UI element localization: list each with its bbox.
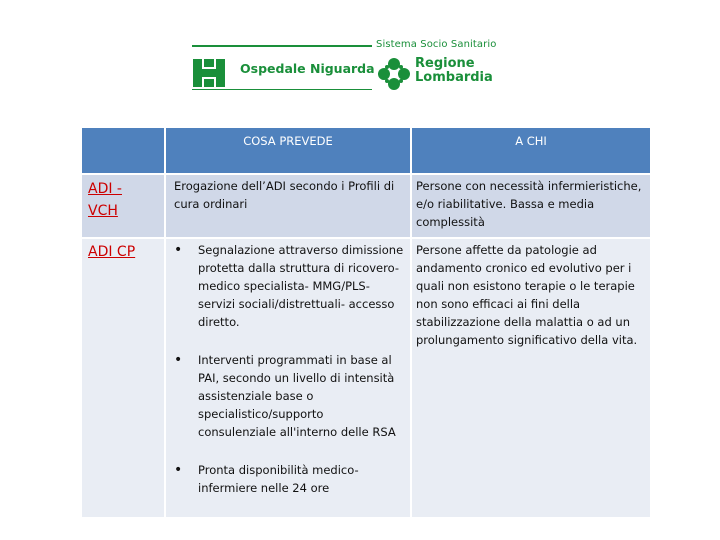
header-cell-cosa-prevede (166, 128, 410, 173)
header-rule (192, 45, 372, 47)
header-label-a-chi: A CHI (515, 134, 547, 148)
hospital-logo-icon (192, 58, 226, 88)
table-row-1-name-cell (82, 175, 164, 237)
row-2-name: ADI CP (88, 244, 136, 260)
row-1-what: Erogazione dell’ADI secondo i Profili di cura ordinari (174, 179, 395, 211)
table-row-2-what-cell (166, 239, 410, 517)
services-table (82, 128, 650, 517)
region-line1: Regione (415, 56, 475, 71)
region-name (415, 57, 493, 85)
region-logo-icon (376, 56, 412, 92)
list-item: • Pronta disponibilità medico- infermiere nelle 24 ore (170, 461, 404, 497)
table-row-2-who-cell (412, 239, 650, 517)
list-item: • Interventi programmati in base al PAI, secondo un livello di intensità assistenziale base o specialistico/supporto consulenziale all'interno delle RSA (170, 351, 404, 441)
row-2-what-list (170, 241, 404, 497)
list-item: • Segnalazione attraverso dimissione protetta dalla struttura di ricovero- medico specialista- MMG/PLS- servizi sociali/distrettuali- accesso diretto. (170, 241, 404, 331)
row-1-name: ADI - VCH (88, 181, 122, 219)
row-2-who: Persone affette da patologie ad andamento cronico ed evolutivo per i quali non esistono terapie o le terapie non sono efficaci ai fini della stabilizzazione della malattia o ad un prolungamento significativo della vita. (416, 243, 638, 347)
row-1-who: Persone con necessità infermieristiche, e/o riabilitative. Bassa e media complessità (416, 179, 642, 229)
table-row-1-who-cell (412, 175, 650, 237)
header-cell-empty (82, 128, 164, 173)
header-underline (192, 89, 372, 90)
header-cell-a-chi (412, 128, 650, 173)
region-line2: Lombardia (415, 70, 493, 85)
header-label-cosa-prevede: COSA PREVEDE (243, 134, 333, 148)
hospital-name: Ospedale Niguarda (240, 61, 375, 76)
sistema-label: Sistema Socio Sanitario (376, 39, 497, 50)
table-row-1-what-cell (166, 175, 410, 237)
table-row-2-name-cell (82, 239, 164, 517)
